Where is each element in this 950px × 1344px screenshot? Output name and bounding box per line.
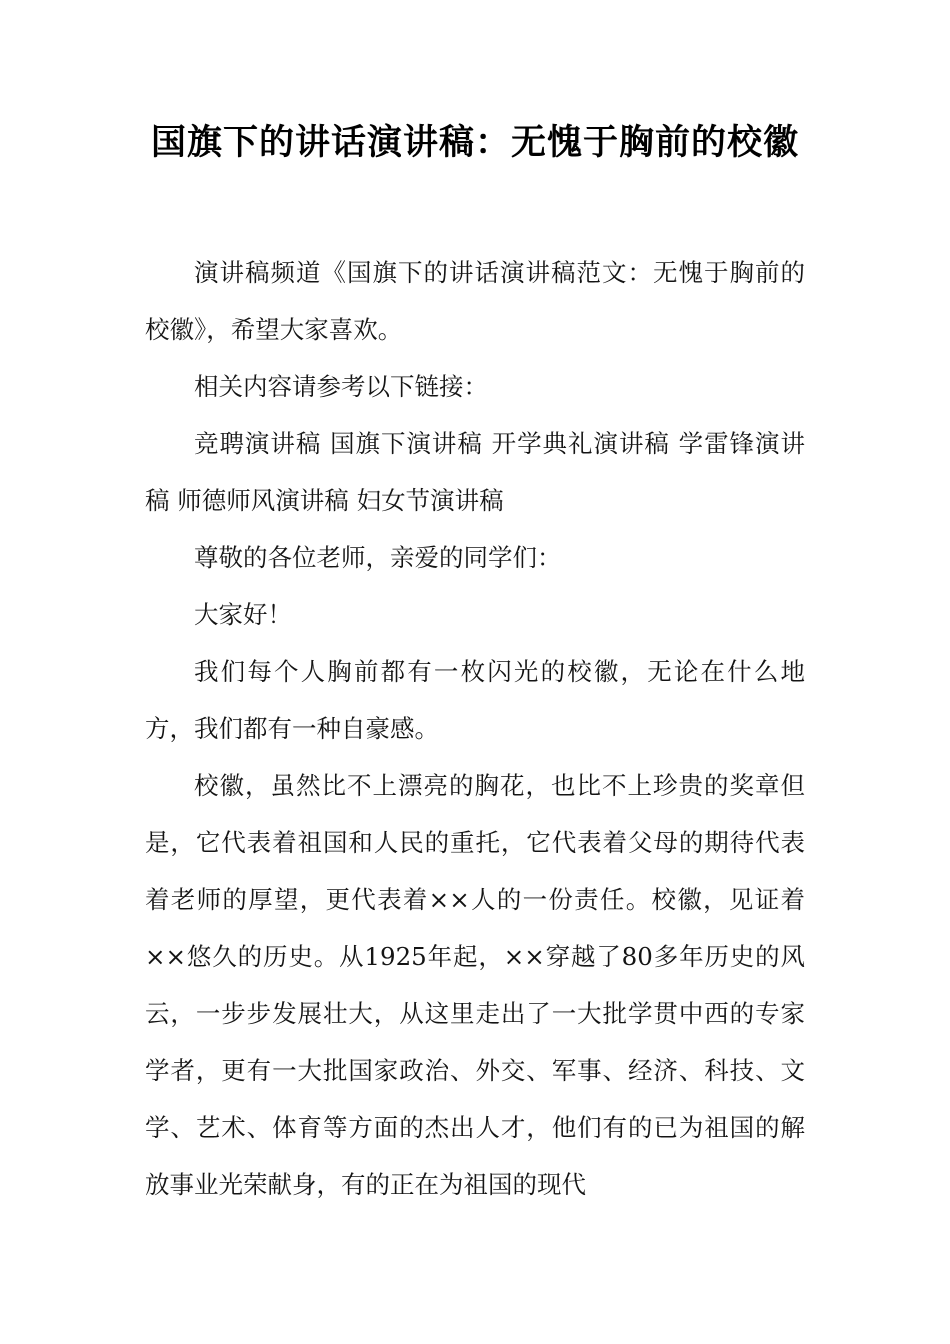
paragraph-salutation: 尊敬的各位老师，亲爱的同学们： [194, 543, 562, 572]
document-title: 国旗下的讲话演讲稿：无愧于胸前的校徽 [150, 123, 799, 163]
paragraph-link-list: 竞聘演讲稿 国旗下演讲稿 开学典礼演讲稿 学雷锋演讲稿 师德师风演讲稿 妇女节演讲稿 [145, 429, 805, 515]
paragraph-related-links: 相关内容请参考以下链接： [194, 372, 488, 401]
paragraph-intro: 演讲稿频道《国旗下的讲话演讲稿范文：无愧于胸前的校徽》，希望大家喜欢。 [145, 258, 805, 344]
paragraph-badge-meaning: 校徽，虽然比不上漂亮的胸花，也比不上珍贵的奖章但是，它代表着祖国和人民的重托，它代表着父母的期待代表着老师的厚望，更代表着××人的一份责任。校徽，见证着××悠久的历史。从1925年起，××穿越了80多年历史的风云，一步步发展壮大，从这里走出了一大批学贯中西的专家学者，更有一大批国家政治、外交、军事、经济、科技、文学、艺术、体育等方面的杰出人才，他们有的已为祖国的解放事业光荣献身，有的正在为祖国的现代 [145, 771, 805, 1199]
paragraph-badge-pride: 我们每个人胸前都有一枚闪光的校徽，无论在什么地方，我们都有一种自豪感。 [145, 657, 805, 743]
paragraph-greeting: 大家好！ [194, 600, 292, 629]
document-body [145, 244, 805, 1213]
